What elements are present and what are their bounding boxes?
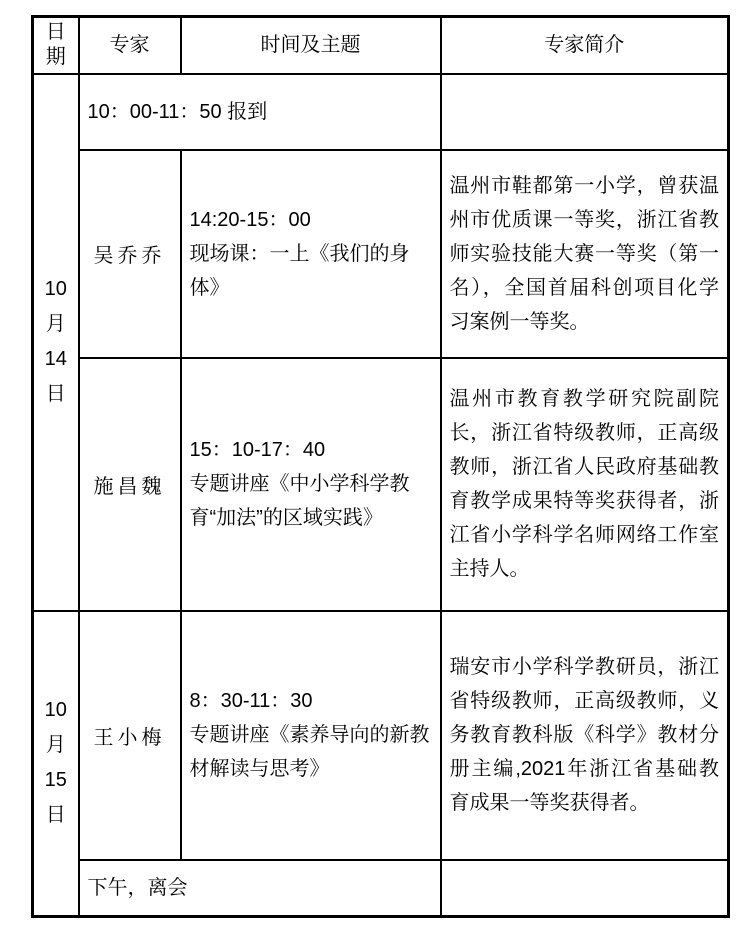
expert-intro-shi: 温州市教育教学研究院副院长，浙江省特级教师，正高级教师，浙江省人民政府基础教育教学成果特等奖获得者，浙江省小学科学名师网络工作室主持人。 [441,358,729,611]
expert-name-shi-changwei: 施昌魏 [79,358,181,611]
header-cell-expert: 专家 [79,17,181,74]
intro-cell-empty-departure [441,860,729,917]
registration-row [33,74,729,150]
expert-name-wang-xiaomei: 王小梅 [79,611,181,860]
registration-cell: 10：00-11：50 报到 [79,74,441,150]
schedule-table [31,15,730,918]
date-cell-oct-14: 10 月 14 日 [33,74,79,611]
expert-intro-wang: 瑞安市小学科学教研员，浙江省特级教师，正高级教师，义务教育教科版《科学》教材分册主编,2021年浙江省基础教育成果一等奖获得者。 [441,611,729,860]
intro-cell-empty-registration [441,74,729,150]
header-cell-date: 日 期 [33,17,79,74]
time-topic-cell-shi: 15：10-17：40 专题讲座《中小学科学教育“加法”的区域实践》 [181,358,441,611]
header-row [33,17,729,74]
departure-row [33,860,729,917]
session-row-wang [33,611,729,860]
session-row-shi [33,358,729,611]
departure-cell: 下午，离会 [79,860,441,917]
header-cell-time-topic: 时间及主题 [181,17,441,74]
header-cell-expert-intro: 专家简介 [441,17,729,74]
time-topic-cell-wu: 14:20-15：00 现场课：一上《我们的身体》 [181,150,441,358]
date-cell-oct-15: 10 月 15 日 [33,611,79,917]
time-topic-cell-wang: 8：30-11：30 专题讲座《素养导向的新教材解读与思考》 [181,611,441,860]
expert-name-wu-qiaoqiao: 吴乔乔 [79,150,181,358]
session-row-wu [33,150,729,358]
expert-intro-wu: 温州市鞋都第一小学，曾获温州市优质课一等奖，浙江省教师实验技能大赛一等奖（第一名），全国首届科创项目化学习案例一等奖。 [441,150,729,358]
